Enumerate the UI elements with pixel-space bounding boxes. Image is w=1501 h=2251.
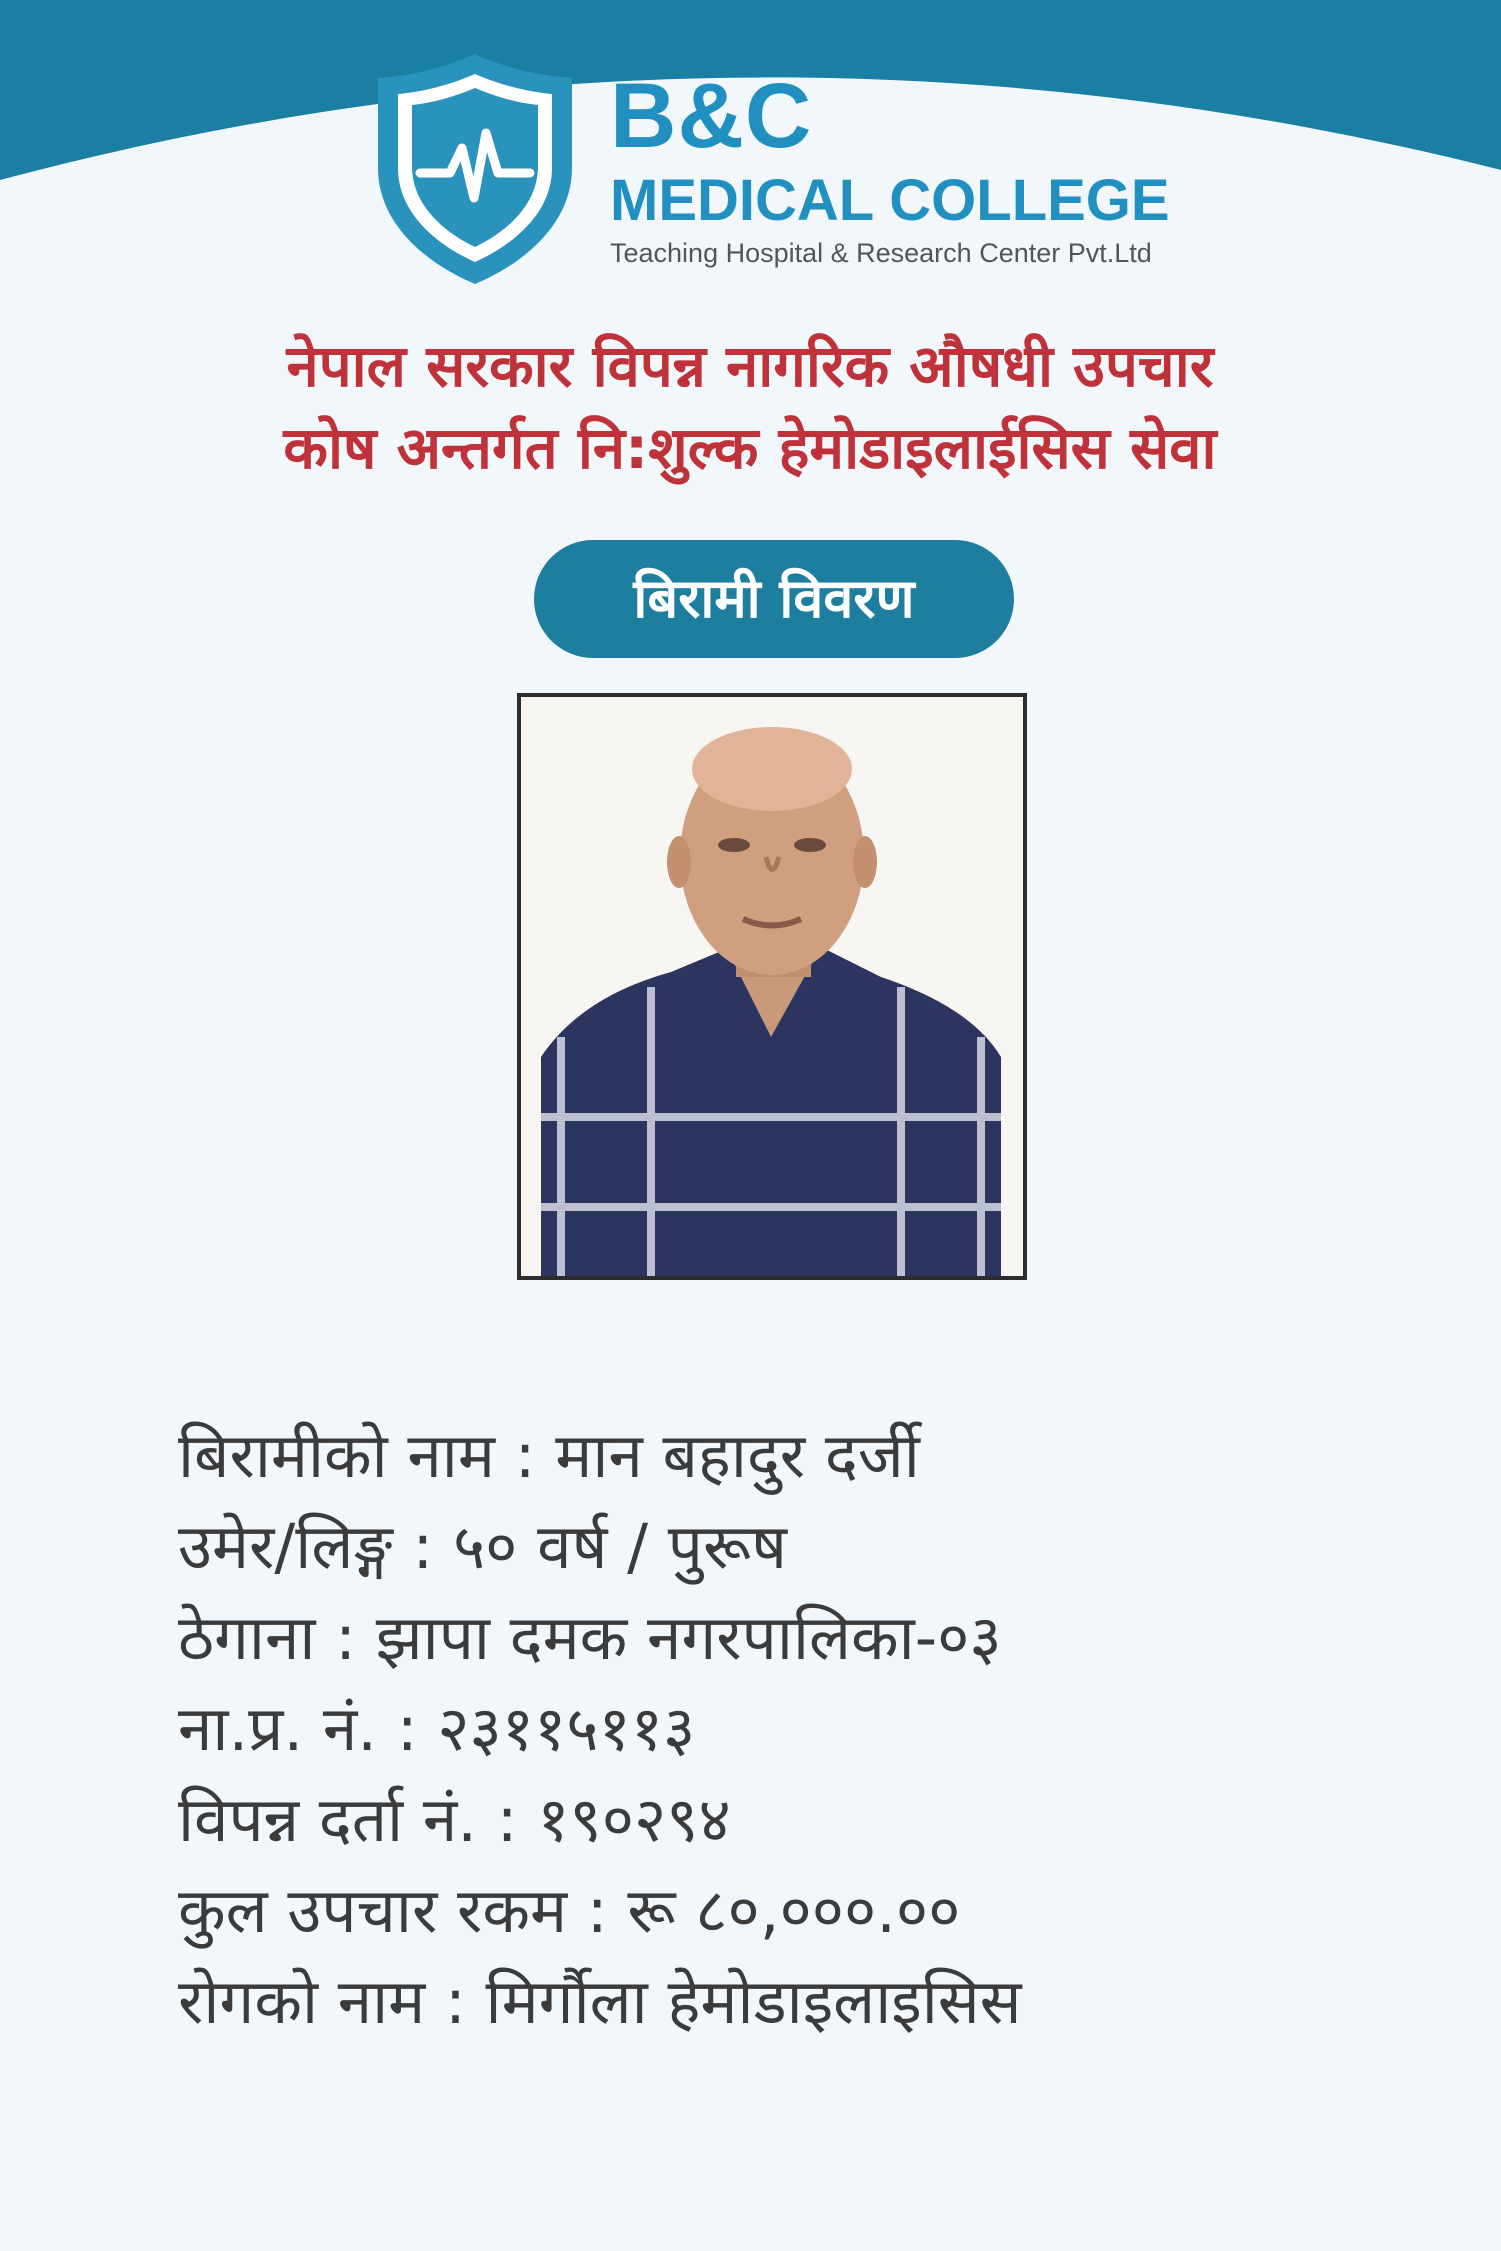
scheme-heading: [100, 325, 1400, 489]
scheme-heading-line-1: नेपाल सरकार विपन्न नागरिक औषधी उपचार: [286, 332, 1214, 400]
patient-photo-image: [521, 697, 1023, 1276]
scheme-heading-line-2: कोष अन्तर्गत नि:शुल्क हेमोडाइलाईसिस सेवा: [283, 414, 1217, 482]
patient-total-amount: कुल उपचार रकम : रू ८०,०००.००: [178, 1874, 961, 1947]
patient-name: बिरामीको नाम : मान बहादुर दर्जी: [178, 1419, 920, 1492]
patient-details: [178, 1410, 1022, 2047]
brand-short-name: B&C: [610, 65, 813, 167]
brand-tagline: Teaching Hospital & Research Center Pvt.Ltd: [610, 238, 1152, 268]
brand-name: MEDICAL COLLEGE: [610, 168, 1170, 233]
patient-photo: [517, 693, 1027, 1280]
patient-citizenship-number: ना.प्र. नं. : २३११५११३: [178, 1692, 696, 1765]
brand-block: [610, 65, 1170, 270]
patient-disease: रोगको नाम : मिर्गौला हेमोडाइलाइसिस: [178, 1965, 1022, 2038]
section-title-badge: बिरामी विवरण: [534, 540, 1014, 658]
shield-heartbeat-icon: [370, 48, 580, 288]
patient-age-gender: उमेर/लिङ्ग : ५० वर्ष / पुरूष: [178, 1510, 787, 1583]
patient-registration-number: विपन्न दर्ता नं. : १९०२९४: [178, 1783, 731, 1856]
patient-address: ठेगाना : झापा दमक नगरपालिका-०३: [178, 1601, 1002, 1674]
